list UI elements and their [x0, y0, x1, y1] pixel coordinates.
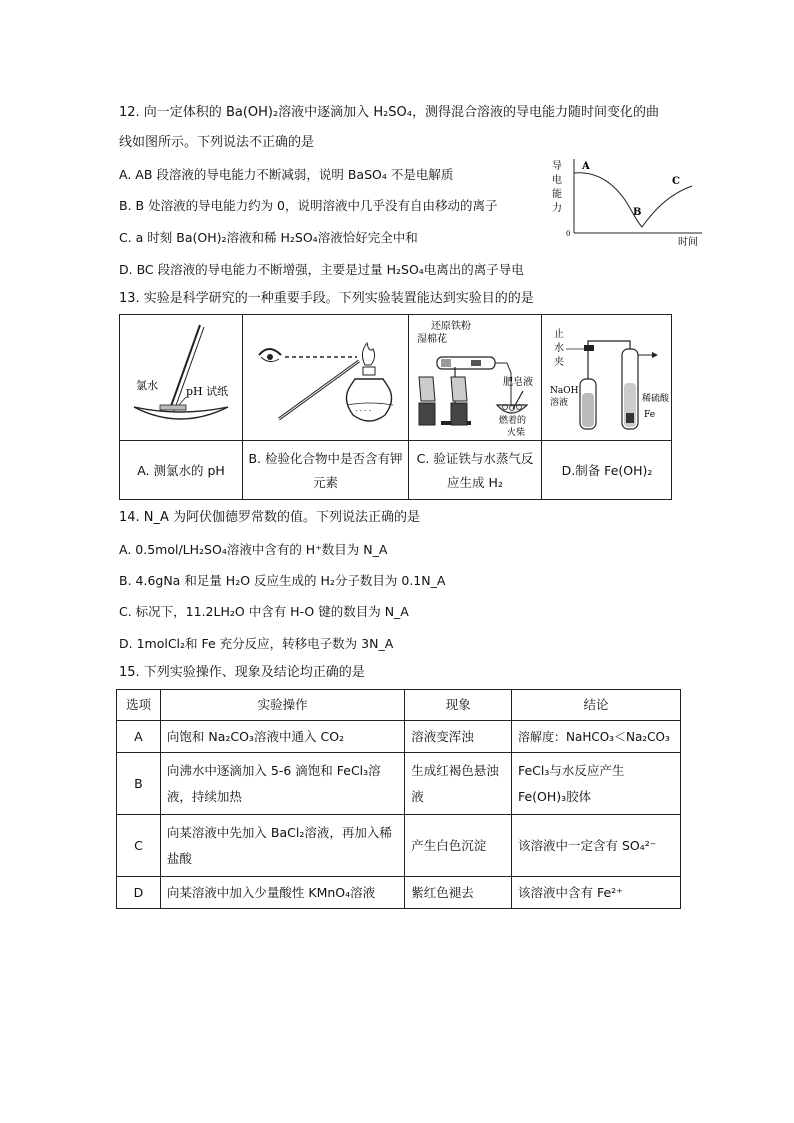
- row-d-option: D: [117, 877, 161, 909]
- row-d-operation: 向某溶液中加入少量酸性 KMnO₄溶液: [160, 877, 404, 909]
- row-c-conclusion: 该溶液中一定含有 SO₄²⁻: [511, 815, 680, 877]
- label-clamp-1: 止: [554, 329, 564, 340]
- label-ph-paper: pH 试纸: [186, 385, 229, 398]
- q14-option-c: C. 标况下，11.2LH₂O 中含有 H-O 键的数目为 N_A: [119, 604, 409, 619]
- row-a-phenomenon: 溶液变浑浊: [405, 721, 512, 753]
- graph-ylabel-1: 导: [552, 161, 562, 172]
- label-clamp-3: 夹: [554, 357, 564, 368]
- q12-stem-line2: 线如图所示。下列说法不正确的是: [119, 135, 315, 150]
- table-header-row: [117, 690, 681, 721]
- q12-stem-line1: 12. 向一定体积的 Ba(OH)₂溶液中逐滴加入 H₂SO₄，测得混合溶液的导电能力随时间变化的曲: [119, 105, 660, 120]
- label-naoh: NaOH: [550, 386, 579, 396]
- graph-ylabel-4: 力: [552, 203, 562, 214]
- table-row: [117, 877, 681, 909]
- row-c-option: C: [117, 815, 161, 877]
- label-clamp-2: 水: [554, 343, 564, 354]
- graph-ylabel-3: 能: [552, 189, 562, 200]
- feoh2-apparatus: [544, 319, 670, 436]
- q14-option-a: A. 0.5mol/LH₂SO₄溶液中含有的 H⁺数目为 N_A: [119, 542, 388, 557]
- conductivity-graph: [552, 153, 712, 248]
- label-burning-match-1: 燃着的: [499, 416, 527, 426]
- row-c-operation: 向某溶液中先加入 BaCl₂溶液，再加入稀盐酸: [160, 815, 404, 877]
- q13-apparatus-table: [119, 314, 672, 500]
- flame-test-apparatus: [247, 321, 405, 434]
- row-a-option: A: [117, 721, 161, 753]
- ph-test-apparatus: [124, 319, 238, 434]
- table-row: [117, 753, 681, 815]
- label-chlorine-water: 氯水: [136, 379, 158, 392]
- q15-stem: 15. 下列实验操作、现象及结论均正确的是: [119, 665, 365, 680]
- svg-text:- - - -: - - - -: [355, 407, 372, 415]
- row-b-phenomenon: 生成红褐色悬浊液: [405, 753, 512, 815]
- label-naoh-solution: 溶液: [550, 398, 569, 408]
- q12-option-c: C. a 时刻 Ba(OH)₂溶液和稀 H₂SO₄溶液恰好完全中和: [119, 230, 418, 245]
- q14-option-b: B. 4.6gNa 和足量 H₂O 反应生成的 H₂分子数目为 0.1N_A: [119, 573, 446, 588]
- q13-caption-c: C. 验证铁与水蒸气反应生成 H₂: [416, 450, 534, 490]
- q13-caption-d: D.制备 Fe(OH)₂: [561, 462, 653, 478]
- graph-ylabel-2: 电: [552, 175, 562, 186]
- q15-table: [116, 689, 681, 909]
- header-conclusion: 结论: [511, 690, 680, 721]
- graph-point-b: B: [633, 207, 642, 218]
- q12-option-d: D. BC 段溶液的导电能力不断增强，主要是过量 H₂SO₄电离出的离子导电: [119, 262, 524, 277]
- q14-option-d: D. 1molCl₂和 Fe 充分反应，转移电子数为 3N_A: [119, 636, 394, 651]
- label-reduced-iron: 还原铁粉: [431, 321, 471, 332]
- iron-steam-apparatus: [411, 317, 539, 438]
- q13-caption-b: B. 检验化合物中是否含有钾元素: [248, 450, 403, 490]
- row-d-phenomenon: 紫红色褪去: [405, 877, 512, 909]
- row-a-operation: 向饱和 Na₂CO₃溶液中通入 CO₂: [160, 721, 404, 753]
- q13-stem: 13. 实验是科学研究的一种重要手段。下列实验装置能达到实验目的的是: [119, 291, 534, 306]
- label-soap-solution: 肥皂液: [503, 377, 533, 388]
- label-wet-cotton: 湿棉花: [417, 334, 447, 345]
- table-row: [117, 815, 681, 877]
- label-dilute-acid: 稀硫酸: [642, 394, 670, 404]
- q14-stem: 14. N_A 为阿伏伽德罗常数的值。下列说法正确的是: [119, 510, 421, 525]
- graph-origin: 0: [566, 230, 571, 238]
- header-option: 选项: [117, 690, 161, 721]
- header-phenomenon: 现象: [405, 690, 512, 721]
- row-c-phenomenon: 产生白色沉淀: [405, 815, 512, 877]
- label-fe: Fe: [644, 410, 656, 420]
- q13-caption-a: A. 测氯水的 pH: [137, 462, 225, 478]
- q12-option-b: B. B 处溶液的导电能力约为 0，说明溶液中几乎没有自由移动的离子: [119, 198, 498, 213]
- row-b-conclusion: FeCl₃与水反应产生 Fe(OH)₃胶体: [511, 753, 680, 815]
- row-b-operation: 向沸水中逐滴加入 5-6 滴饱和 FeCl₃溶液，持续加热: [160, 753, 404, 815]
- q12-option-a: A. AB 段溶液的导电能力不断减弱，说明 BaSO₄ 不是电解质: [119, 167, 454, 182]
- header-operation: 实验操作: [160, 690, 404, 721]
- graph-point-c: C: [672, 176, 680, 187]
- graph-xlabel: 时间: [678, 237, 698, 248]
- label-burning-match-2: 火柴: [507, 428, 526, 438]
- row-d-conclusion: 该溶液中含有 Fe²⁺: [511, 877, 680, 909]
- row-b-option: B: [117, 753, 161, 815]
- graph-point-a: A: [582, 161, 590, 172]
- table-row: [117, 721, 681, 753]
- row-a-conclusion: 溶解度：NaHCO₃＜Na₂CO₃: [511, 721, 680, 753]
